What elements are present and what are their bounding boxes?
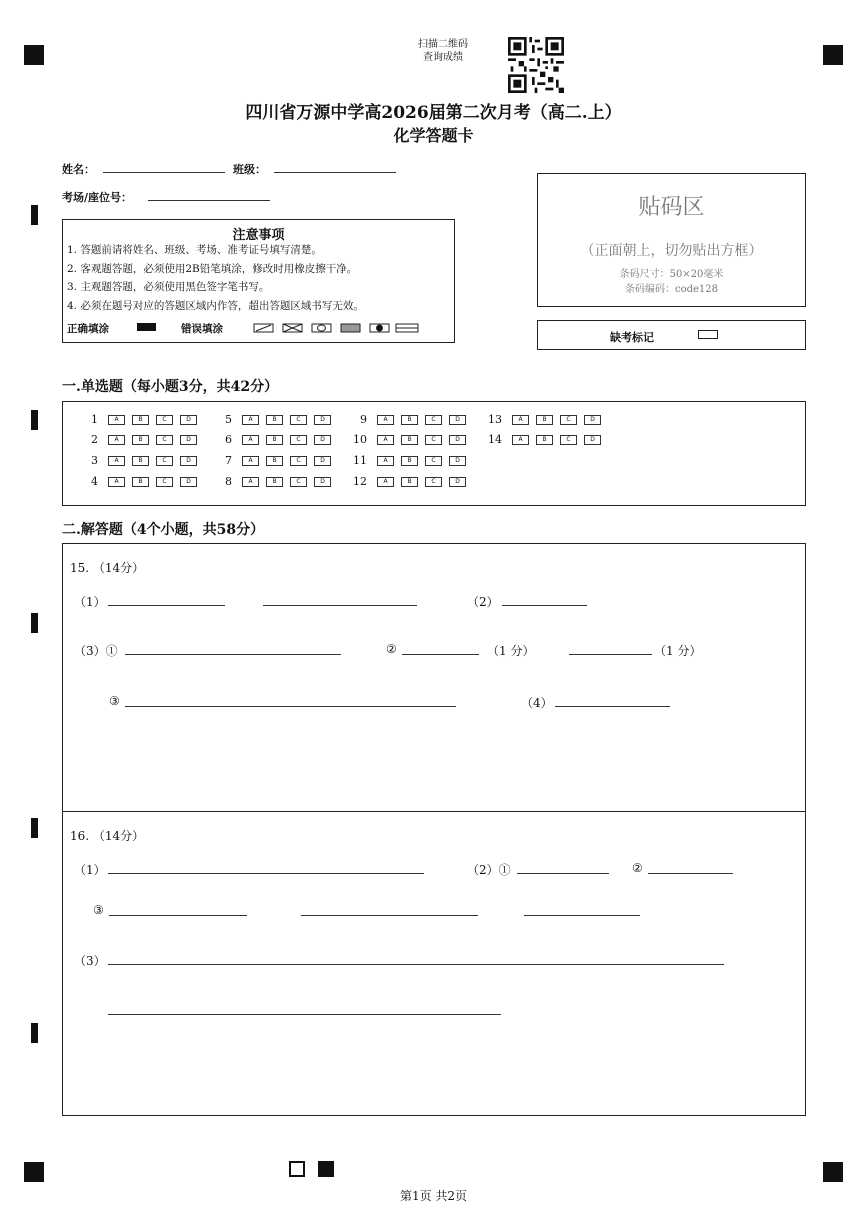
notice-item: 4. 必须在题号对应的答题区域内作答，超出答题区域书写无效。	[67, 300, 364, 312]
answer-bubble-a[interactable]: A	[377, 415, 394, 425]
q15-part1-label: （1）	[74, 595, 106, 609]
answer-bubble-a[interactable]: A	[108, 477, 125, 487]
question-number: 3	[91, 454, 98, 467]
notice-title: 注意事项	[232, 228, 285, 243]
absent-box	[537, 320, 806, 350]
timing-mark	[31, 613, 38, 633]
answer-bubble-b[interactable]: B	[132, 477, 149, 487]
correct-fill-example	[137, 323, 156, 331]
answer-bubble-a[interactable]: A	[108, 415, 125, 425]
answer-bubble-d[interactable]: D	[584, 435, 601, 445]
notice-item: 2. 客观题答题，必须使用2B铅笔填涂，修改时用橡皮擦干净。	[67, 263, 358, 275]
page-title: 四川省万源中学高2026届第二次月考（高二.上）	[245, 103, 622, 123]
answer-bubble-d[interactable]: D	[584, 415, 601, 425]
q15-part2-label: （2）	[467, 595, 499, 609]
q16-part3-answer-line1[interactable]	[108, 964, 724, 965]
q16-part2-answer-3c[interactable]	[524, 915, 640, 916]
q16-part2-circle2: ②	[632, 861, 643, 875]
question-number: 6	[225, 433, 232, 446]
answer-bubble-d[interactable]: D	[314, 415, 331, 425]
answer-bubble-b[interactable]: B	[401, 435, 418, 445]
q15-part4-label: （4）	[521, 696, 553, 710]
timing-mark	[31, 818, 38, 838]
q15-part3-answer-3[interactable]	[125, 706, 456, 707]
q16-part2-answer-1[interactable]	[517, 873, 609, 874]
answer-bubble-d[interactable]: D	[449, 477, 466, 487]
barcode-instruction: （正面朝上，切勿贴出方框）	[580, 243, 763, 259]
qr-caption-line2: 查询成绩	[423, 52, 463, 63]
q16-part2-answer-3a[interactable]	[109, 915, 247, 916]
answer-bubble-c[interactable]: C	[290, 415, 307, 425]
answer-bubble-d[interactable]: D	[449, 435, 466, 445]
question-number: 9	[360, 413, 367, 426]
page-footer: 第1页 共2页	[399, 1189, 468, 1203]
answer-bubble-a[interactable]: A	[377, 435, 394, 445]
barcode-title: 贴码区	[638, 195, 705, 220]
page-subtitle: 化学答题卡	[393, 126, 474, 145]
name-field[interactable]	[103, 172, 225, 173]
question-number: 8	[225, 475, 232, 488]
wrong-fill-label: 错误填涂	[181, 323, 223, 335]
answer-bubble-b[interactable]: B	[132, 456, 149, 466]
answer-bubble-b[interactable]: B	[266, 435, 283, 445]
q15-score-1: （1 分）	[487, 644, 535, 658]
q16-part3-answer-line2[interactable]	[108, 1014, 501, 1015]
question-number: 4	[91, 475, 98, 488]
wrong-fill-examples	[253, 322, 425, 334]
answer-bubble-d[interactable]: D	[180, 477, 197, 487]
answer-bubble-c[interactable]: C	[560, 415, 577, 425]
answer-bubble-b[interactable]: B	[132, 435, 149, 445]
q15-area	[62, 543, 806, 812]
answer-bubble-b[interactable]: B	[401, 456, 418, 466]
answer-bubble-d[interactable]: D	[180, 456, 197, 466]
answer-bubble-d[interactable]: D	[314, 477, 331, 487]
answer-bubble-a[interactable]: A	[242, 415, 259, 425]
answer-bubble-c[interactable]: C	[156, 415, 173, 425]
timing-mark	[31, 205, 38, 225]
question-number: 10	[353, 433, 367, 446]
section2-title: 二.解答题（4个小题，共58分）	[62, 522, 265, 538]
answer-bubble-c[interactable]: C	[560, 435, 577, 445]
class-label: 班级：	[233, 163, 266, 176]
answer-bubble-d[interactable]: D	[180, 415, 197, 425]
answer-bubble-c[interactable]: C	[156, 477, 173, 487]
question-number: 1	[91, 413, 98, 426]
timing-mark	[31, 410, 38, 430]
answer-bubble-c[interactable]: C	[425, 477, 442, 487]
q16-header: 16. （14分）	[70, 829, 145, 843]
question-number: 11	[353, 454, 367, 467]
notice-item: 1. 答题前请将姓名、班级、考场、准考证号填写清楚。	[67, 244, 322, 256]
barcode-size: 条码尺寸：50×20毫米	[619, 269, 724, 280]
timing-mark	[31, 1023, 38, 1043]
seat-label: 考场/座位号：	[62, 191, 133, 204]
answer-bubble-a[interactable]: A	[108, 456, 125, 466]
q15-part3-circle3: ③	[109, 694, 120, 708]
absent-label: 缺考标记	[610, 331, 654, 344]
answer-bubble-a[interactable]: A	[377, 477, 394, 487]
answer-bubble-c[interactable]: C	[156, 456, 173, 466]
qr-code[interactable]	[508, 37, 564, 93]
qr-caption-line1: 扫描二维码	[418, 39, 468, 50]
q15-part4-answer[interactable]	[555, 706, 670, 707]
section1-title: 一.单选题（每小题3分，共42分）	[62, 379, 279, 395]
question-number: 7	[225, 454, 232, 467]
answer-bubble-c[interactable]: C	[425, 456, 442, 466]
question-number: 14	[488, 433, 502, 446]
q15-part3-circle2: ②	[386, 642, 397, 656]
q16-part1-label: （1）	[74, 863, 106, 877]
q15-part3-answer-2[interactable]	[402, 654, 479, 655]
absent-checkbox[interactable]	[698, 330, 718, 339]
q15-part3-label: （3）①	[74, 644, 118, 658]
answer-bubble-a[interactable]: A	[108, 435, 125, 445]
answer-bubble-a[interactable]: A	[377, 456, 394, 466]
answer-bubble-a[interactable]: A	[512, 415, 529, 425]
corner-mark-bottom-left	[24, 1162, 44, 1182]
correct-fill-label: 正确填涂	[67, 323, 109, 335]
answer-bubble-c[interactable]: C	[290, 456, 307, 466]
corner-mark-top-right	[823, 45, 843, 65]
answer-bubble-a[interactable]: A	[242, 435, 259, 445]
q16-part2-label: （2）①	[467, 863, 511, 877]
answer-bubble-c[interactable]: C	[425, 415, 442, 425]
corner-mark-top-left	[24, 45, 44, 65]
answer-bubble-b[interactable]: B	[266, 415, 283, 425]
q15-score-2: （1 分）	[654, 644, 702, 658]
barcode-encoding: 条码编码：code128	[624, 284, 719, 295]
seat-field[interactable]	[148, 200, 270, 201]
answer-bubble-b[interactable]: B	[536, 415, 553, 425]
page-marker-hollow	[289, 1161, 305, 1177]
barcode-area	[537, 173, 806, 307]
q16-area	[62, 811, 806, 1116]
q15-part3-answer-1[interactable]	[125, 654, 341, 655]
answer-bubble-b[interactable]: B	[401, 415, 418, 425]
answer-bubble-b[interactable]: B	[536, 435, 553, 445]
question-number: 12	[353, 475, 367, 488]
corner-mark-bottom-right	[823, 1162, 843, 1182]
class-field[interactable]	[274, 172, 396, 173]
q16-part2-answer-2[interactable]	[648, 873, 733, 874]
q15-part1-answer-b[interactable]	[263, 605, 417, 606]
q16-part1-answer[interactable]	[108, 873, 424, 874]
answer-bubble-d[interactable]: D	[314, 456, 331, 466]
answer-bubble-d[interactable]: D	[449, 415, 466, 425]
answer-bubble-b[interactable]: B	[132, 415, 149, 425]
question-number: 2	[91, 433, 98, 446]
question-number: 5	[225, 413, 232, 426]
name-label: 姓名：	[62, 163, 95, 176]
answer-bubble-b[interactable]: B	[266, 456, 283, 466]
answer-bubble-c[interactable]: C	[290, 435, 307, 445]
answer-bubble-c[interactable]: C	[156, 435, 173, 445]
q16-part3-label: （3）	[74, 954, 106, 968]
answer-bubble-d[interactable]: D	[314, 435, 331, 445]
answer-bubble-c[interactable]: C	[425, 435, 442, 445]
q15-part3-answer-2b[interactable]	[569, 654, 652, 655]
notice-box	[62, 219, 455, 343]
qr-caption	[400, 38, 486, 64]
q15-part1-answer-a[interactable]	[108, 605, 225, 606]
answer-bubble-a[interactable]: A	[242, 477, 259, 487]
q16-part2-answer-3b[interactable]	[301, 915, 478, 916]
question-number: 13	[488, 413, 502, 426]
answer-bubble-d[interactable]: D	[449, 456, 466, 466]
answer-bubble-b[interactable]: B	[401, 477, 418, 487]
q16-part2-circle3: ③	[93, 903, 104, 917]
answer-bubble-b[interactable]: B	[266, 477, 283, 487]
answer-bubble-a[interactable]: A	[242, 456, 259, 466]
q15-header: 15. （14分）	[70, 561, 145, 575]
answer-bubble-d[interactable]: D	[180, 435, 197, 445]
q15-part2-answer[interactable]	[502, 605, 587, 606]
page-marker-solid	[318, 1161, 334, 1177]
notice-item: 3. 主观题答题，必须使用黑色签字笔书写。	[67, 281, 270, 293]
answer-bubble-c[interactable]: C	[290, 477, 307, 487]
answer-bubble-a[interactable]: A	[512, 435, 529, 445]
